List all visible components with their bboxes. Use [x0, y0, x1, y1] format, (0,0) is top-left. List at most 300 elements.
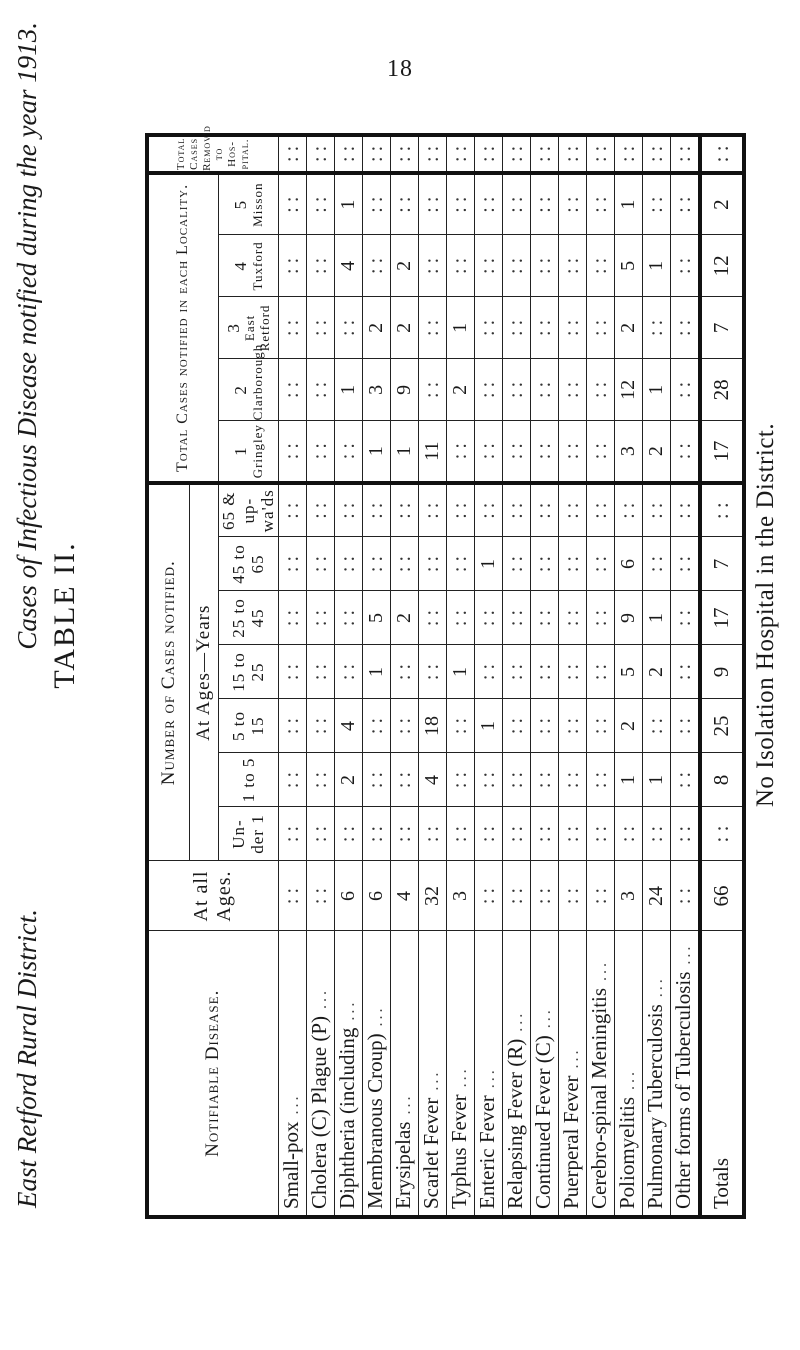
dot-leader: : : — [560, 887, 583, 905]
cell-locality — [530, 297, 558, 359]
cell-age-band — [278, 591, 306, 645]
cell-age-band — [670, 645, 700, 699]
disease-name: Enteric Fever ... — [474, 931, 502, 1217]
cell-age-band — [670, 753, 700, 807]
dot-leader: : : — [644, 555, 667, 573]
dot-leader: : : — [448, 717, 471, 735]
totals-age-band: 8 — [700, 753, 744, 807]
cell-locality — [306, 173, 334, 235]
cell-age-band — [362, 753, 390, 807]
cell-age-band — [586, 591, 614, 645]
cell-locality — [474, 173, 502, 235]
page-number: 18 — [387, 56, 413, 82]
cell-removed — [278, 135, 306, 173]
dot-leader: : : — [476, 609, 499, 627]
cell-age-band — [642, 699, 670, 753]
locality-name: East Retford — [242, 304, 273, 352]
cell-locality: 1 — [642, 235, 670, 297]
table-row — [390, 135, 418, 1217]
cell-age-band — [670, 807, 700, 861]
dot-leader: : : — [588, 502, 611, 519]
cell-locality — [278, 421, 306, 483]
cell-removed — [306, 135, 334, 173]
cell-age-band — [474, 483, 502, 537]
cell-age-band — [502, 591, 530, 645]
dot-leader: : : — [308, 319, 331, 336]
dot-leader: : : — [476, 887, 499, 905]
dot-leader: : : — [532, 609, 555, 627]
dot-leader: : : — [588, 443, 611, 460]
dot-leader: : : — [280, 319, 303, 336]
dot-leader: : : — [532, 145, 555, 162]
dot-leader: : : — [280, 381, 303, 398]
cell-locality — [502, 359, 530, 421]
dot-leader: : : — [448, 555, 471, 573]
dot-leader: ... — [676, 943, 694, 972]
dot-leader: : : — [476, 443, 499, 460]
dot-leader: : : — [280, 145, 303, 162]
cell-age-band — [362, 807, 390, 861]
cell-age-band: 5 — [614, 645, 642, 699]
dot-leader: : : — [308, 257, 331, 274]
cell-locality — [586, 173, 614, 235]
locality-name: Gringley — [249, 424, 265, 479]
cell-age-band — [390, 645, 418, 699]
dot-leader: : : — [504, 196, 527, 213]
cell-locality: 2 — [390, 297, 418, 359]
header-age-5-to-15: 5 to 15 — [219, 699, 279, 753]
dot-leader: : : — [588, 717, 611, 735]
cell-locality: 3 — [362, 359, 390, 421]
cell-age-band — [334, 645, 362, 699]
cell-age-band — [446, 591, 474, 645]
dot-leader: : : — [672, 145, 695, 162]
header-at-all-ages: At all Ages. — [147, 861, 278, 931]
dot-leader: : : — [560, 257, 583, 274]
dot-leader: : : — [308, 502, 331, 519]
header-age-25-to-45: 25 to 45 — [219, 591, 279, 645]
dot-leader: ... — [340, 999, 358, 1028]
cell-all-ages — [558, 861, 586, 931]
dot-leader: : : — [588, 663, 611, 681]
cell-locality — [642, 297, 670, 359]
dot-leader: : : — [448, 257, 471, 274]
dot-leader: : : — [392, 825, 415, 843]
cell-age-band — [642, 807, 670, 861]
dot-leader: : : — [588, 555, 611, 573]
cell-locality — [418, 297, 446, 359]
cell-age-band: 1 — [614, 753, 642, 807]
cell-age-band — [306, 753, 334, 807]
dot-leader: : : — [280, 717, 303, 735]
dot-leader: : : — [392, 663, 415, 681]
cell-removed — [390, 135, 418, 173]
dot-leader: : : — [448, 502, 471, 519]
dot-leader: : : — [308, 145, 331, 162]
cell-age-band — [418, 591, 446, 645]
header-locality-1 — [219, 421, 279, 483]
dot-leader: : : — [336, 609, 359, 627]
cell-locality — [418, 235, 446, 297]
disease-name: Erysipelas ... — [390, 931, 418, 1217]
cell-age-band — [390, 537, 418, 591]
dot-leader: : : — [560, 825, 583, 843]
cell-age-band — [446, 483, 474, 537]
cell-locality: 1 — [390, 421, 418, 483]
cell-age-band — [362, 537, 390, 591]
dot-leader: : : — [364, 196, 387, 213]
dot-leader: : : — [308, 663, 331, 681]
locality-name: Tuxford — [249, 241, 265, 291]
totals-age-band: 25 — [700, 699, 744, 753]
dot-leader: : : — [504, 502, 527, 519]
cell-locality: 1 — [334, 359, 362, 421]
dot-leader: ... — [648, 976, 666, 1005]
dot-leader: : : — [476, 196, 499, 213]
dot-leader: : : — [560, 555, 583, 573]
dot-leader: : : — [336, 319, 359, 336]
cell-age-band — [586, 537, 614, 591]
dot-leader: : : — [616, 825, 639, 843]
header-number-notified: Number of Cases notified. — [147, 483, 190, 861]
table-row — [418, 135, 446, 1217]
cell-locality: 3 — [614, 421, 642, 483]
dot-leader: : : — [476, 825, 499, 843]
header-at-ages-years: At Ages—Years — [190, 483, 219, 861]
cell-age-band: 1 — [474, 699, 502, 753]
cell-locality — [334, 421, 362, 483]
dot-leader: ... — [396, 1093, 414, 1122]
cell-age-band: 4 — [334, 699, 362, 753]
disease-name: Typhus Fever ... — [446, 931, 474, 1217]
dot-leader: : : — [532, 196, 555, 213]
cell-age-band — [530, 645, 558, 699]
dot-leader: : : — [588, 319, 611, 336]
cell-locality — [306, 235, 334, 297]
cell-removed — [502, 135, 530, 173]
dot-leader: : : — [280, 502, 303, 519]
cell-locality — [586, 297, 614, 359]
dot-leader: : : — [672, 825, 695, 843]
dot-leader: : : — [504, 663, 527, 681]
cell-age-band — [670, 537, 700, 591]
cell-locality — [558, 359, 586, 421]
table-row — [670, 135, 700, 1217]
cell-age-band: 1 — [642, 753, 670, 807]
dot-leader: : : — [280, 825, 303, 843]
totals-age-band: 17 — [700, 591, 744, 645]
dot-leader: : : — [532, 257, 555, 274]
cell-locality — [670, 421, 700, 483]
cell-age-band — [278, 483, 306, 537]
cell-all-ages — [586, 861, 614, 931]
dot-leader: : : — [588, 887, 611, 905]
cell-removed — [418, 135, 446, 173]
dot-leader: ... — [536, 1007, 554, 1036]
dot-leader: ... — [368, 1005, 386, 1034]
cell-locality: 5 — [614, 235, 642, 297]
cell-locality — [558, 421, 586, 483]
totals-age-band — [700, 807, 744, 861]
cell-locality — [446, 173, 474, 235]
dot-leader: : : — [644, 145, 667, 162]
dot-leader: : : — [308, 555, 331, 573]
dot-leader: : : — [504, 887, 527, 905]
cell-age-band — [530, 807, 558, 861]
dot-leader: : : — [560, 196, 583, 213]
district-title: East Retford Rural District. — [12, 909, 42, 1208]
dot-leader: : : — [420, 145, 443, 162]
cell-locality — [306, 297, 334, 359]
dot-leader: : : — [336, 825, 359, 843]
cell-age-band — [474, 753, 502, 807]
cell-locality — [670, 359, 700, 421]
cell-all-ages: 24 — [642, 861, 670, 931]
cell-locality: 1 — [642, 359, 670, 421]
cell-locality — [334, 297, 362, 359]
cell-locality: 2 — [614, 297, 642, 359]
dot-leader: ... — [592, 959, 610, 988]
cell-age-band: 1 — [474, 537, 502, 591]
cell-age-band — [418, 537, 446, 591]
dot-leader: : : — [560, 145, 583, 162]
dot-leader: : : — [560, 609, 583, 627]
dot-leader: : : — [532, 663, 555, 681]
dot-leader: : : — [336, 443, 359, 460]
dot-leader: : : — [280, 663, 303, 681]
totals-locality: 12 — [700, 235, 744, 297]
cell-age-band: 2 — [334, 753, 362, 807]
header-locality-4 — [219, 235, 279, 297]
dot-leader: : : — [588, 609, 611, 627]
cell-age-band: 6 — [614, 537, 642, 591]
cell-age-band — [446, 753, 474, 807]
cell-locality — [530, 359, 558, 421]
cell-locality — [670, 173, 700, 235]
totals-age-band: 7 — [700, 537, 744, 591]
table-row — [446, 135, 474, 1217]
dot-leader: : : — [532, 502, 555, 519]
header-age-1-to-5: 1 to 5 — [219, 753, 279, 807]
cell-all-ages — [306, 861, 334, 931]
dot-leader: : : — [504, 443, 527, 460]
cell-removed — [586, 135, 614, 173]
dot-leader: : : — [504, 771, 527, 789]
cell-all-ages: 4 — [390, 861, 418, 931]
dot-leader: : : — [336, 145, 359, 162]
cell-locality: 12 — [614, 359, 642, 421]
dot-leader: : : — [644, 319, 667, 336]
dot-leader: : : — [588, 381, 611, 398]
dot-leader: ... — [480, 1067, 498, 1096]
header-removed-to-hospital: Total Cases Remov'd to Hos-pital. — [147, 135, 278, 173]
cell-age-band — [586, 483, 614, 537]
totals-locality: 17 — [700, 421, 744, 483]
dot-leader: : : — [644, 717, 667, 735]
cell-age-band — [586, 807, 614, 861]
dot-leader: : : — [672, 717, 695, 735]
table-row — [474, 135, 502, 1217]
dot-leader: : : — [308, 196, 331, 213]
dot-leader: : : — [420, 609, 443, 627]
dot-leader: : : — [532, 319, 555, 336]
cell-all-ages — [278, 861, 306, 931]
table-row — [278, 135, 306, 1217]
cell-locality — [306, 421, 334, 483]
dot-leader: : : — [672, 319, 695, 336]
cell-age-band — [642, 537, 670, 591]
caption — [12, 0, 81, 1230]
cell-age-band — [306, 483, 334, 537]
dot-leader: : : — [709, 145, 734, 163]
dot-leader: ... — [620, 1068, 638, 1097]
dot-leader: : : — [709, 825, 734, 843]
cell-age-band — [670, 699, 700, 753]
cell-locality: 9 — [390, 359, 418, 421]
locality-number: 3 — [223, 323, 243, 333]
table-subtitle: Cases of Infectious Disease notified during the year 1913. — [12, 22, 42, 650]
dot-leader: : : — [420, 663, 443, 681]
dot-leader: : : — [504, 717, 527, 735]
cell-locality: 1 — [362, 421, 390, 483]
cell-age-band — [334, 807, 362, 861]
cell-locality: 2 — [642, 421, 670, 483]
dot-leader: ... — [452, 1066, 470, 1095]
footnote: No Isolation Hospital in the District. — [752, 422, 779, 808]
table-row — [502, 135, 530, 1217]
cell-all-ages: 3 — [446, 861, 474, 931]
cell-age-band — [278, 645, 306, 699]
cell-age-band — [390, 483, 418, 537]
dot-leader: : : — [420, 381, 443, 398]
dot-leader: : : — [616, 145, 639, 162]
cell-removed — [446, 135, 474, 173]
cell-age-band — [558, 699, 586, 753]
cell-locality — [362, 173, 390, 235]
header-locality-5 — [219, 173, 279, 235]
dot-leader: : : — [672, 609, 695, 627]
cell-all-ages — [670, 861, 700, 931]
cell-locality — [446, 421, 474, 483]
dot-leader: : : — [560, 443, 583, 460]
cell-locality — [474, 297, 502, 359]
locality-number: 4 — [231, 261, 251, 271]
dot-leader: : : — [672, 663, 695, 681]
dot-leader: : : — [420, 502, 443, 519]
dot-leader: ... — [312, 987, 330, 1016]
table-row — [334, 135, 362, 1217]
dot-leader: : : — [532, 381, 555, 398]
dot-leader: : : — [588, 771, 611, 789]
cell-age-band — [418, 483, 446, 537]
disease-name: Small-pox ... — [278, 931, 306, 1217]
cell-locality: 1 — [446, 297, 474, 359]
dot-leader: : : — [364, 825, 387, 843]
locality-name: Misson — [249, 182, 265, 227]
dot-leader: : : — [672, 196, 695, 213]
dot-leader: : : — [392, 555, 415, 573]
dot-leader: : : — [532, 887, 555, 905]
dot-leader: : : — [308, 825, 331, 843]
cell-age-band — [558, 483, 586, 537]
dot-leader: : : — [308, 609, 331, 627]
dot-leader: : : — [476, 771, 499, 789]
dot-leader: ... — [284, 1093, 302, 1122]
totals-label: Totals — [700, 931, 744, 1217]
dot-leader: : : — [392, 502, 415, 519]
cell-age-band — [334, 537, 362, 591]
dot-leader: : : — [504, 381, 527, 398]
dot-leader: : : — [672, 771, 695, 789]
cell-age-band — [278, 537, 306, 591]
cell-locality — [502, 235, 530, 297]
table-row — [614, 135, 642, 1217]
dot-leader: : : — [392, 145, 415, 162]
dot-leader: : : — [560, 381, 583, 398]
dot-leader: : : — [476, 663, 499, 681]
cell-locality — [558, 235, 586, 297]
dot-leader: : : — [420, 319, 443, 336]
cell-age-band — [390, 807, 418, 861]
disease-name: Relapsing Fever (R) ... — [502, 931, 530, 1217]
cell-age-band — [530, 591, 558, 645]
disease-name: Cholera (C) Plague (P) ... — [306, 931, 334, 1217]
cell-locality — [586, 235, 614, 297]
dot-leader: : : — [420, 196, 443, 213]
dot-leader: : : — [644, 825, 667, 843]
cell-locality — [502, 421, 530, 483]
cell-locality — [530, 235, 558, 297]
cell-age-band: 4 — [418, 753, 446, 807]
cell-age-band — [586, 699, 614, 753]
cell-age-band — [446, 537, 474, 591]
dot-leader: ... — [508, 1010, 526, 1039]
cell-removed — [558, 135, 586, 173]
dot-leader: : : — [672, 887, 695, 905]
dot-leader: : : — [336, 555, 359, 573]
header-locality-group: Total Cases notified in each Locality. — [147, 173, 219, 483]
dot-leader: : : — [588, 257, 611, 274]
cell-age-band — [642, 483, 670, 537]
dot-leader: : : — [476, 257, 499, 274]
dot-leader: : : — [364, 555, 387, 573]
dot-leader: ... — [564, 1047, 582, 1076]
dot-leader: : : — [672, 443, 695, 460]
dot-leader: : : — [448, 443, 471, 460]
table-row — [306, 135, 334, 1217]
cell-age-band — [586, 645, 614, 699]
cell-locality — [278, 359, 306, 421]
dot-leader: ... — [424, 1069, 442, 1098]
cell-all-ages: 32 — [418, 861, 446, 931]
cell-removed — [362, 135, 390, 173]
dot-leader: : : — [308, 381, 331, 398]
cell-locality — [558, 173, 586, 235]
cell-locality — [642, 173, 670, 235]
cell-all-ages — [474, 861, 502, 931]
header-locality-2 — [219, 343, 279, 421]
dot-leader: : : — [560, 663, 583, 681]
dot-leader: : : — [616, 502, 639, 519]
dot-leader: : : — [280, 609, 303, 627]
dot-leader: : : — [392, 717, 415, 735]
disease-name: Scarlet Fever ... — [418, 931, 446, 1217]
cell-all-ages — [502, 861, 530, 931]
cell-age-band — [502, 483, 530, 537]
dot-leader: : : — [532, 443, 555, 460]
cell-age-band — [558, 591, 586, 645]
cell-age-band — [474, 807, 502, 861]
